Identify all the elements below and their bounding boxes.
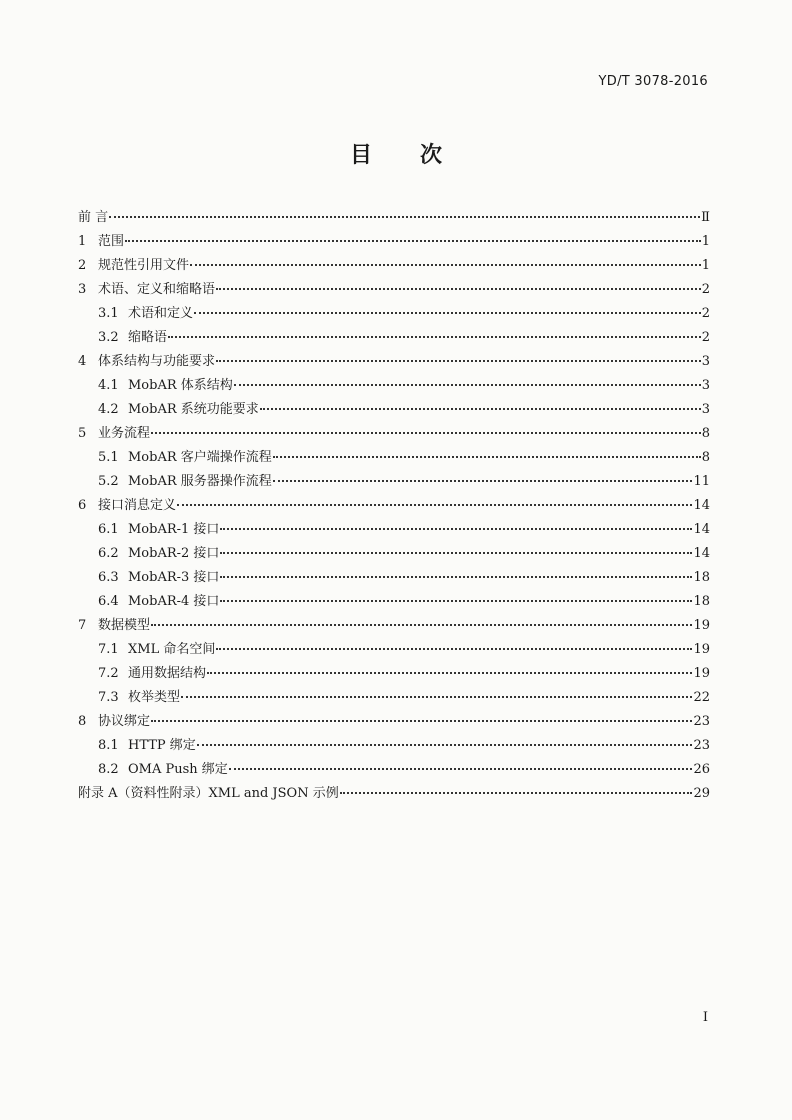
toc-leader-dots (151, 432, 701, 434)
toc-entry-label: OMA Push 绑定 (128, 762, 228, 777)
toc-entry-page: 18 (693, 570, 710, 585)
toc-entry-page: 23 (693, 714, 710, 729)
toc-entry-label: XML 命名空间 (128, 642, 216, 657)
toc-entry-page: 1 (701, 258, 710, 273)
toc-entry[interactable] (78, 542, 710, 566)
toc-entry-label: MobAR 体系结构 (128, 378, 233, 393)
toc-leader-dots (220, 576, 692, 578)
toc-entry[interactable] (78, 302, 710, 326)
toc-entry-page: 14 (693, 498, 710, 513)
toc-leader-dots (220, 552, 692, 554)
title-char-2: 次 (420, 143, 443, 168)
toc-entry-page: 3 (701, 354, 710, 369)
toc-entry-label: 数据模型 (98, 618, 151, 633)
toc-entry[interactable] (78, 350, 710, 374)
toc-leader-dots (197, 744, 693, 746)
toc-entry[interactable] (78, 278, 710, 302)
toc-leader-dots (216, 360, 701, 362)
toc-entry[interactable] (78, 494, 710, 518)
toc-entry[interactable] (78, 518, 710, 542)
toc-entry-label: 业务流程 (98, 426, 151, 441)
toc-entry-label: 缩略语 (128, 330, 168, 345)
toc-entry-page: 18 (693, 594, 710, 609)
toc-entry-label: 术语、定义和缩略语 (98, 282, 216, 297)
toc-entry[interactable] (78, 230, 710, 254)
toc-leader-dots (220, 528, 692, 530)
toc-entry-number: 7 (78, 618, 87, 633)
toc-entry-number: 3.2 (98, 330, 119, 345)
toc-entry-label: MobAR 客户端操作流程 (128, 450, 272, 465)
toc-entry-label: MobAR-1 接口 (128, 522, 220, 537)
toc-entry[interactable] (78, 662, 710, 686)
toc-entry-number: 1 (78, 234, 87, 249)
toc-entry[interactable] (78, 686, 710, 710)
toc-entry-page: 29 (693, 786, 710, 801)
toc-entry[interactable] (78, 590, 710, 614)
toc-entry-number: 3 (78, 282, 87, 297)
toc-entry-number: 5.1 (98, 450, 119, 465)
toc-entry-page: 1 (701, 234, 710, 249)
toc-entry-page: 3 (701, 402, 710, 417)
toc-entry-label: MobAR-4 接口 (128, 594, 220, 609)
toc-leader-dots (220, 600, 692, 602)
toc-entry-number: 3.1 (98, 306, 119, 321)
toc-entry-page: 14 (693, 522, 710, 537)
toc-entry-number: 6.3 (98, 570, 119, 585)
toc-entry-page: 22 (693, 690, 710, 705)
toc-entry[interactable] (78, 206, 710, 230)
toc-leader-dots (190, 264, 701, 266)
toc-entry-page: Ⅱ (701, 210, 710, 225)
toc-entry-page: 2 (701, 330, 710, 345)
toc-entry-page: 2 (701, 282, 710, 297)
toc-entry-label: 协议绑定 (98, 714, 151, 729)
toc-leader-dots (216, 648, 692, 650)
toc-entry-number: 6.1 (98, 522, 119, 537)
toc-leader-dots (125, 240, 701, 242)
toc-entry-number: 4 (78, 354, 87, 369)
toc-entry-label: MobAR 服务器操作流程 (128, 474, 272, 489)
toc-entry-page: 8 (701, 426, 710, 441)
toc-entry-number: 4.2 (98, 402, 119, 417)
toc-entry-label: MobAR-3 接口 (128, 570, 220, 585)
toc-entry[interactable] (78, 422, 710, 446)
toc-entry-label: 枚举类型 (128, 690, 181, 705)
toc-entry-page: 11 (693, 474, 710, 489)
toc-entry[interactable] (78, 614, 710, 638)
toc-entry-number: 8 (78, 714, 87, 729)
toc-entry-label: 通用数据结构 (128, 666, 207, 681)
toc-entry[interactable] (78, 566, 710, 590)
toc-entry[interactable] (78, 734, 710, 758)
toc-entry-page: 26 (693, 762, 710, 777)
toc-entry-label: 体系结构与功能要求 (98, 354, 216, 369)
toc-entry-label: 规范性引用文件 (98, 258, 190, 273)
toc-entry[interactable] (78, 782, 710, 806)
toc-leader-dots (207, 672, 692, 674)
toc-entry-page: 2 (701, 306, 710, 321)
toc-entry[interactable] (78, 470, 710, 494)
title-char-1: 目 (349, 143, 372, 168)
toc-entry-number: 2 (78, 258, 87, 273)
table-of-contents (78, 206, 710, 806)
toc-leader-dots (109, 216, 700, 218)
toc-entry-label: 附录 A（资料性附录）XML and JSON 示例 (78, 786, 339, 801)
toc-leader-dots (216, 288, 701, 290)
toc-entry-number: 8.2 (98, 762, 119, 777)
toc-leader-dots (177, 504, 692, 506)
toc-entry-label: 术语和定义 (128, 306, 194, 321)
toc-leader-dots (234, 384, 701, 386)
toc-leader-dots (273, 480, 693, 482)
toc-entry[interactable] (78, 758, 710, 782)
toc-leader-dots (151, 720, 692, 722)
toc-entry-number: 7.3 (98, 690, 119, 705)
toc-entry-number: 7.1 (98, 642, 119, 657)
toc-leader-dots (194, 312, 701, 314)
toc-leader-dots (229, 768, 693, 770)
toc-entry-number: 6.4 (98, 594, 119, 609)
toc-entry[interactable] (78, 326, 710, 350)
toc-entry-page: 14 (693, 546, 710, 561)
toc-entry-number: 5.2 (98, 474, 119, 489)
toc-leader-dots (151, 624, 692, 626)
toc-entry-label: MobAR 系统功能要求 (128, 402, 259, 417)
toc-entry-label: 前 言 (78, 210, 109, 225)
page-title (0, 138, 792, 169)
toc-entry-page: 8 (701, 450, 710, 465)
toc-entry-label: MobAR-2 接口 (128, 546, 220, 561)
toc-entry[interactable] (78, 638, 710, 662)
toc-entry-page: 3 (701, 378, 710, 393)
toc-entry[interactable] (78, 446, 710, 470)
toc-entry-page: 19 (693, 666, 710, 681)
document-code: YD/T 3078-2016 (598, 74, 708, 89)
toc-leader-dots (260, 408, 701, 410)
toc-entry[interactable] (78, 710, 710, 734)
toc-leader-dots (340, 792, 693, 794)
toc-entry-page: 23 (693, 738, 710, 753)
toc-leader-dots (181, 696, 692, 698)
toc-entry-number: 6.2 (98, 546, 119, 561)
toc-entry-page: 19 (693, 618, 710, 633)
toc-entry[interactable] (78, 254, 710, 278)
toc-entry-label: 接口消息定义 (98, 498, 177, 513)
toc-leader-dots (273, 456, 701, 458)
toc-entry-number: 5 (78, 426, 87, 441)
toc-entry-label: 范围 (98, 234, 125, 249)
page-number: I (702, 1010, 708, 1025)
toc-entry-number: 6 (78, 498, 87, 513)
toc-entry-number: 4.1 (98, 378, 119, 393)
toc-entry[interactable] (78, 374, 710, 398)
toc-leader-dots (168, 336, 701, 338)
toc-entry-number: 7.2 (98, 666, 119, 681)
toc-entry-label: HTTP 绑定 (128, 738, 196, 753)
toc-entry-page: 19 (693, 642, 710, 657)
toc-entry-number: 8.1 (98, 738, 119, 753)
toc-entry[interactable] (78, 398, 710, 422)
